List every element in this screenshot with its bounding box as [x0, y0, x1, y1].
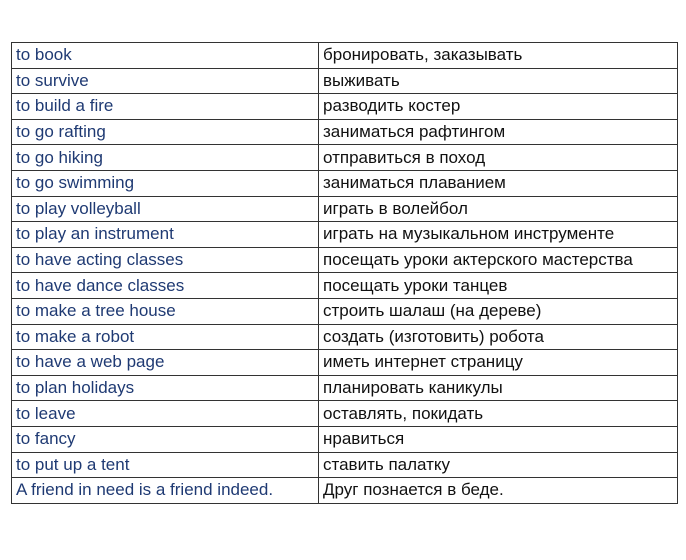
- english-phrase-cell: to have dance classes: [12, 273, 319, 299]
- table-row: [12, 43, 678, 69]
- table-row: [12, 298, 678, 324]
- table-row: [12, 247, 678, 273]
- vocabulary-table: [11, 42, 678, 504]
- vocabulary-table-body: [12, 43, 678, 504]
- russian-translation-cell: оставлять, покидать: [319, 401, 678, 427]
- table-row: [12, 273, 678, 299]
- russian-translation-cell: ставить палатку: [319, 452, 678, 478]
- english-phrase-cell: to have acting classes: [12, 247, 319, 273]
- table-row: [12, 350, 678, 376]
- russian-translation-cell: планировать каникулы: [319, 375, 678, 401]
- english-phrase-cell: to have a web page: [12, 350, 319, 376]
- russian-translation-cell: посещать уроки актерского мастерства: [319, 247, 678, 273]
- table-row: [12, 170, 678, 196]
- russian-translation-cell: строить шалаш (на дереве): [319, 298, 678, 324]
- table-row: [12, 94, 678, 120]
- russian-translation-cell: иметь интернет страницу: [319, 350, 678, 376]
- russian-translation-cell: Друг познается в беде.: [319, 478, 678, 504]
- english-phrase-cell: to put up a tent: [12, 452, 319, 478]
- russian-translation-cell: выживать: [319, 68, 678, 94]
- english-phrase-cell: to fancy: [12, 426, 319, 452]
- table-row: [12, 401, 678, 427]
- table-row: [12, 119, 678, 145]
- english-phrase-cell: to go hiking: [12, 145, 319, 171]
- russian-translation-cell: отправиться в поход: [319, 145, 678, 171]
- english-phrase-cell: to play volleyball: [12, 196, 319, 222]
- russian-translation-cell: заниматься плаванием: [319, 170, 678, 196]
- table-row: [12, 68, 678, 94]
- russian-translation-cell: создать (изготовить) робота: [319, 324, 678, 350]
- table-row: [12, 375, 678, 401]
- table-row: [12, 324, 678, 350]
- table-row: [12, 222, 678, 248]
- english-phrase-cell: to go swimming: [12, 170, 319, 196]
- english-phrase-cell: to make a robot: [12, 324, 319, 350]
- table-row: [12, 196, 678, 222]
- english-phrase-cell: to plan holidays: [12, 375, 319, 401]
- russian-translation-cell: разводить костер: [319, 94, 678, 120]
- russian-translation-cell: играть в волейбол: [319, 196, 678, 222]
- table-row: [12, 452, 678, 478]
- russian-translation-cell: заниматься рафтингом: [319, 119, 678, 145]
- russian-translation-cell: посещать уроки танцев: [319, 273, 678, 299]
- english-phrase-cell: to survive: [12, 68, 319, 94]
- russian-translation-cell: бронировать, заказывать: [319, 43, 678, 69]
- english-phrase-cell: to play an instrument: [12, 222, 319, 248]
- english-phrase-cell: to go rafting: [12, 119, 319, 145]
- english-phrase-cell: to leave: [12, 401, 319, 427]
- russian-translation-cell: играть на музыкальном инструменте: [319, 222, 678, 248]
- russian-translation-cell: нравиться: [319, 426, 678, 452]
- english-phrase-cell: A friend in need is a friend indeed.: [12, 478, 319, 504]
- table-row: [12, 426, 678, 452]
- english-phrase-cell: to build a fire: [12, 94, 319, 120]
- english-phrase-cell: to book: [12, 43, 319, 69]
- table-row: [12, 145, 678, 171]
- english-phrase-cell: to make a tree house: [12, 298, 319, 324]
- table-row: [12, 478, 678, 504]
